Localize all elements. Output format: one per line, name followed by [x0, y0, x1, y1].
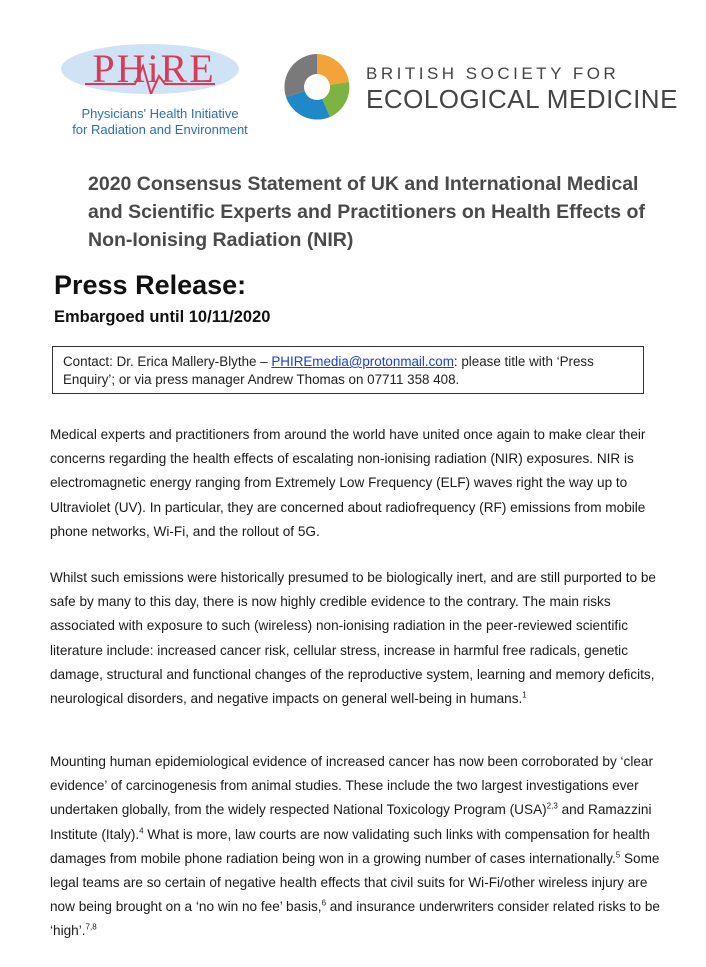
paragraph-2-text: Whilst such emissions were historically presumed to be biologically inert, and are still purported to be safe by many to this day, there is now highly credible evidence to the contrary. The main risks associated with exposure to such (wireless) non-ionising radiation in the peer-reviewed scientific literature include: increased cancer risk, cellular stress, increase in harmful free radicals, genetic damage, structural and functional changes of the reproductive system, learning and memory deficits, neurological disorders, and negative impacts on general well-being in humans. [50, 570, 656, 707]
contact-prefix: Contact: Dr. Erica Mallery-Blythe – [63, 354, 272, 369]
paragraph-3-text-4: Some legal teams are so certain of negative health effects that civil suits for Wi-Fi/other wireless injury are now being brought on a ‘no win no fee’ basis, [50, 850, 660, 915]
header-logos [0, 0, 706, 150]
reference-6: 6 [321, 898, 327, 908]
reference-1: 1 [522, 690, 527, 700]
reference-5: 5 [615, 850, 621, 860]
bsem-name-line2: ECOLOGICAL MEDICINE [366, 84, 678, 114]
reference-4: 4 [139, 826, 144, 836]
contact-email-link[interactable]: PHIREmedia@protonmail.com [271, 354, 454, 369]
bsem-logo [282, 52, 682, 122]
phire-subtitle [55, 106, 265, 138]
paragraph-3-text-1: Mounting human epidemiological evidence of increased cancer has now been corroborated by ‘clear evidence’ of carcinogenesis from animal studies. These include the two largest investigations ever undertaken globally, from the widely respected National Toxicology Program (USA) [50, 754, 654, 818]
paragraph-3-text-2: and Ramazzini Institute (Italy). [50, 802, 652, 842]
reference-2-3: 2,3 [546, 801, 558, 811]
body-paragraph-2 [50, 566, 660, 711]
statement-title: 2020 Consensus Statement of UK and International Medical and Scientific Experts and Practitioners on Health Effects of Non-Ionising Radiation (NIR) [88, 173, 645, 251]
phire-subtitle-line1: Physicians' Health Initiative [81, 106, 239, 121]
heartbeat-pulse-icon [55, 54, 245, 94]
paragraph-3-text-3: What is more, law courts are now validating such links with compensation for health damages from mobile phone radiation being won in a growing number of cases internationally. [50, 826, 650, 866]
phire-subtitle-line2: for Radiation and Environment [72, 122, 248, 137]
bsem-globe-icon [282, 52, 352, 122]
body-paragraph-1: Medical experts and practitioners from around the world have united once again to make clear their concerns regarding the health effects of escalating non-ionising radiation (NIR) exposures. NIR is electromagnetic energy ranging from Extremely Low Frequency (ELF) waves right the way up to Ultraviolet (UV). In particular, they are concerned about radiofrequency (RF) emissions from mobile phone networks, Wi-Fi, and the rollout of 5G. [50, 427, 646, 539]
phire-wordmark: PHiRE [92, 46, 216, 91]
contact-box [52, 346, 644, 394]
bsem-name-line1: BRITISH SOCIETY FOR [366, 64, 620, 83]
paragraph-3-text-5: and insurance underwriters consider related risks to be ‘high’. [50, 899, 660, 939]
body-paragraph-3 [50, 750, 660, 944]
phire-logo [55, 42, 265, 142]
contact-suffix: : please title with ‘Press Enquiry’; or via press manager Andrew Thomas on 07711 358 408. [63, 354, 594, 387]
reference-7-8: 7,8 [85, 922, 97, 932]
press-release-heading: Press Release: [54, 270, 247, 300]
embargo-notice: Embargoed until 10/11/2020 [54, 308, 271, 326]
